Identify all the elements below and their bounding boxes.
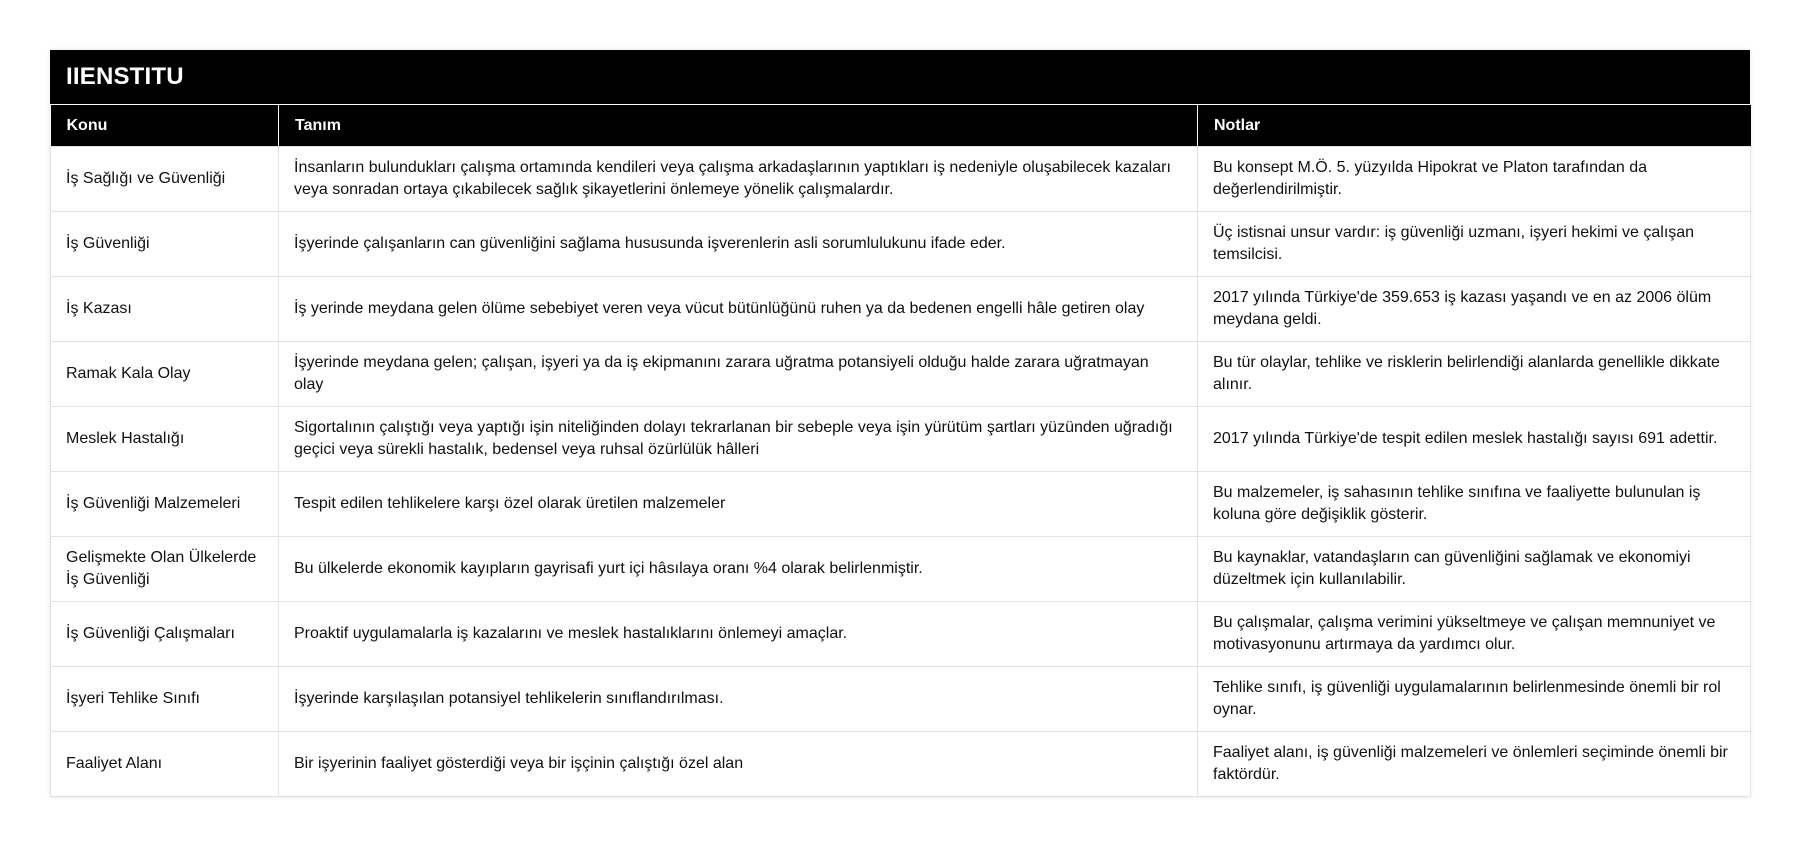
table-row [51, 537, 1751, 602]
cell-notlar: Bu kaynaklar, vatandaşların can güvenliğini sağlamak ve ekonomiyi düzeltmek için kullanılabilir. [1198, 537, 1751, 602]
table-row [51, 147, 1751, 212]
cell-notlar: Bu çalışmalar, çalışma verimini yükseltmeye ve çalışan memnuniyet ve motivasyonunu artırmaya da yardımcı olur. [1198, 602, 1751, 667]
header-konu: Konu [51, 105, 279, 147]
cell-konu: İş Güvenliği [51, 212, 279, 277]
cell-tanim: Proaktif uygulamalarla iş kazalarını ve meslek hastalıklarını önlemeyi amaçlar. [279, 602, 1198, 667]
cell-tanim: İşyerinde meydana gelen; çalışan, işyeri ya da iş ekipmanını zarara uğratma potansiyeli olduğu halde zarara uğratmayan olay [279, 342, 1198, 407]
cell-konu: Ramak Kala Olay [51, 342, 279, 407]
cell-konu: Meslek Hastalığı [51, 407, 279, 472]
cell-konu: Faaliyet Alanı [51, 732, 279, 797]
table-row [51, 212, 1751, 277]
cell-tanim: Tespit edilen tehlikelere karşı özel olarak üretilen malzemeler [279, 472, 1198, 537]
cell-tanim: İnsanların bulundukları çalışma ortamında kendileri veya çalışma arkadaşlarının yaptıkları iş nedeniyle oluşabilecek kazaları veya sonradan ortaya çıkabilecek sağlık şikayetlerini önlemeye yönelik çalışmalardır. [279, 147, 1198, 212]
header-notlar: Notlar [1198, 105, 1751, 147]
cell-notlar: Faaliyet alanı, iş güvenliği malzemeleri ve önlemleri seçiminde önemli bir faktördür. [1198, 732, 1751, 797]
table-row [51, 277, 1751, 342]
cell-notlar: Bu malzemeler, iş sahasının tehlike sınıfına ve faaliyette bulunulan iş koluna göre değişiklik gösterir. [1198, 472, 1751, 537]
cell-notlar: Tehlike sınıfı, iş güvenliği uygulamalarının belirlenmesinde önemli bir rol oynar. [1198, 667, 1751, 732]
cell-notlar: 2017 yılında Türkiye'de tespit edilen meslek hastalığı sayısı 691 adettir. [1198, 407, 1751, 472]
cell-konu: İş Güvenliği Çalışmaları [51, 602, 279, 667]
table-title: IIENSTITU [50, 50, 1750, 104]
cell-notlar: 2017 yılında Türkiye'de 359.653 iş kazası yaşandı ve en az 2006 ölüm meydana geldi. [1198, 277, 1751, 342]
data-table [50, 104, 1751, 797]
cell-notlar: Bu tür olaylar, tehlike ve risklerin belirlendiği alanlarda genellikle dikkate alınır. [1198, 342, 1751, 407]
cell-konu: İş Sağlığı ve Güvenliği [51, 147, 279, 212]
table-row [51, 602, 1751, 667]
cell-tanim: İşyerinde çalışanların can güvenliğini sağlama hususunda işverenlerin asli sorumlulukunu ifade eder. [279, 212, 1198, 277]
table-row [51, 472, 1751, 537]
cell-notlar: Bu konsept M.Ö. 5. yüzyılda Hipokrat ve Platon tarafından da değerlendirilmiştir. [1198, 147, 1751, 212]
header-tanim: Tanım [279, 105, 1198, 147]
table-row [51, 407, 1751, 472]
cell-tanim: Sigortalının çalıştığı veya yaptığı işin niteliğinden dolayı tekrarlanan bir sebeple veya işin yürütüm şartları yüzünden uğradığı geçici veya sürekli hastalık, bedensel veya ruhsal özürlülük hâlleri [279, 407, 1198, 472]
cell-notlar: Üç istisnai unsur vardır: iş güvenliği uzmanı, işyeri hekimi ve çalışan temsilcisi. [1198, 212, 1751, 277]
table-row [51, 732, 1751, 797]
cell-tanim: İşyerinde karşılaşılan potansiyel tehlikelerin sınıflandırılması. [279, 667, 1198, 732]
cell-konu: İş Güvenliği Malzemeleri [51, 472, 279, 537]
table-row [51, 667, 1751, 732]
table-container [50, 50, 1750, 797]
cell-tanim: Bu ülkelerde ekonomik kayıpların gayrisafi yurt içi hâsılaya oranı %4 olarak belirlenmiştir. [279, 537, 1198, 602]
table-row [51, 342, 1751, 407]
cell-konu: İş Kazası [51, 277, 279, 342]
cell-tanim: Bir işyerinin faaliyet gösterdiği veya bir işçinin çalıştığı özel alan [279, 732, 1198, 797]
header-row [51, 105, 1751, 147]
cell-konu: İşyeri Tehlike Sınıfı [51, 667, 279, 732]
table-body [51, 147, 1751, 797]
cell-tanim: İş yerinde meydana gelen ölüme sebebiyet veren veya vücut bütünlüğünü ruhen ya da bedenen engelli hâle getiren olay [279, 277, 1198, 342]
cell-konu: Gelişmekte Olan Ülkelerde İş Güvenliği [51, 537, 279, 602]
